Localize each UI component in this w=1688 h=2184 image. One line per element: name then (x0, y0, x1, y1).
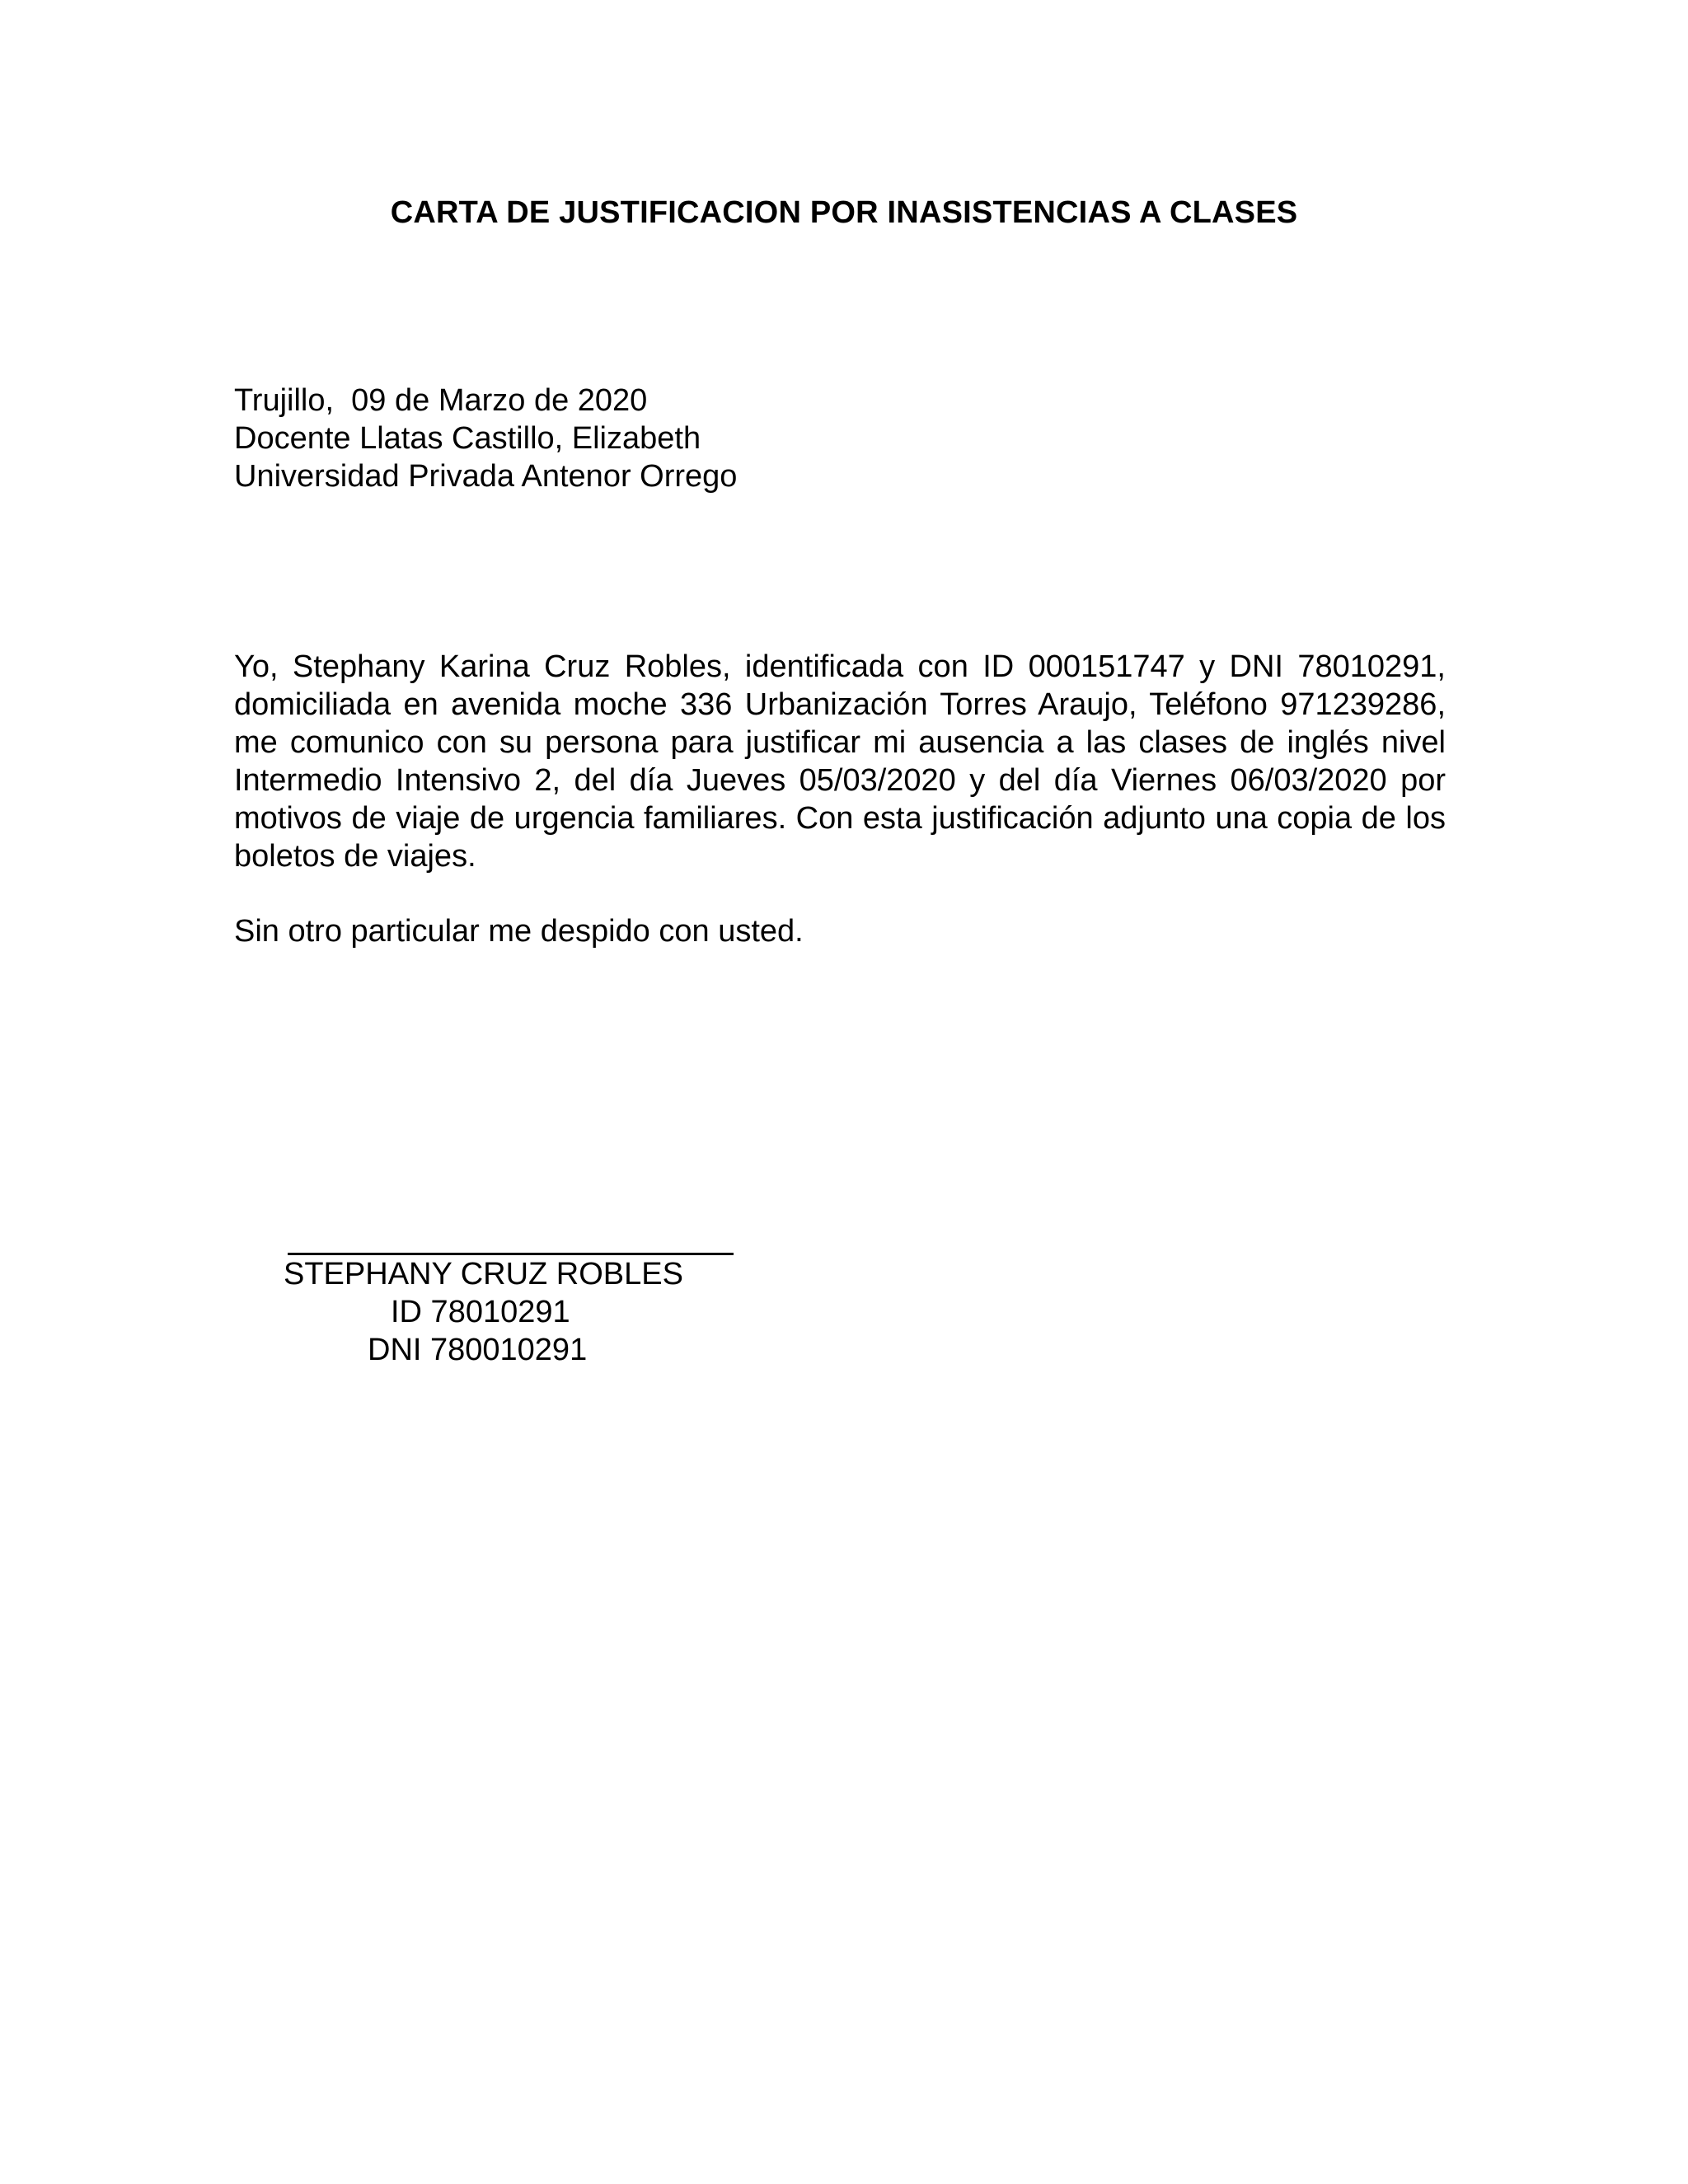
document-title: CARTA DE JUSTIFICACION POR INASISTENCIAS A CLASES (390, 195, 1298, 230)
letter-body: Yo, Stephany Karina Cruz Robles, identificada con ID 000151747 y DNI 78010291, domiciliada en avenida moche 336 Urbanización Torres Araujo, Teléfono 971239286, me comunico con su persona para justificar mi ausencia a las clases de inglés nivel Intermedio Intensivo 2, del día Jueves 05/03/2020 y del día Viernes 06/03/2020 por motivos de viaje de urgencia familiares. Con esta justificación adjunto una copia de los boletos de viajes. (234, 649, 1446, 874)
recipient-institution: Universidad Privada Antenor Orrego (234, 459, 738, 494)
signer-dni: DNI 780010291 (368, 1333, 588, 1367)
place-date: Trujillo, 09 de Marzo de 2020 (234, 383, 648, 418)
recipient-name: Docente Llatas Castillo, Elizabeth (234, 421, 701, 456)
signature-block (284, 1255, 745, 1369)
signer-id: ID 78010291 (391, 1295, 570, 1329)
letter-closing: Sin otro particular me despido con usted. (234, 914, 804, 949)
letter-header (234, 382, 1454, 495)
signer-name: STEPHANY CRUZ ROBLES (284, 1257, 683, 1291)
